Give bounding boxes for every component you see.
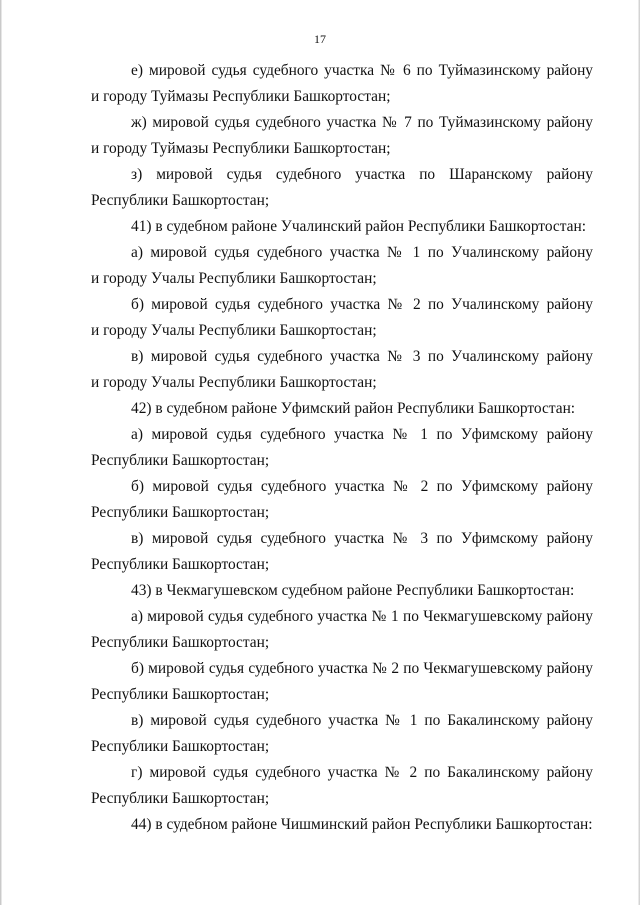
section-heading: [91, 578, 593, 604]
paragraph-first-line: а) мировой судья судебного участка № 1 по Чекмагушевскому району: [131, 608, 593, 625]
paragraph-first-line: в) мировой судья судебного участка № 3 по Уфимскому району: [131, 530, 593, 547]
paragraph-continuation-line: Республики Башкортостан;: [91, 192, 270, 209]
paragraph-continuation-line: Республики Башкортостан;: [91, 634, 270, 651]
paragraph-first-line: а) мировой судья судебного участка № 1 по Уфимскому району: [131, 426, 593, 443]
section-heading: [91, 812, 593, 838]
paragraph-continuation-line: Республики Башкортостан;: [91, 790, 270, 807]
paragraph-first-line: б) мировой судья судебного участка № 2 по Уфимскому району: [131, 478, 593, 495]
paragraph-first-line: ж) мировой судья судебного участка № 7 по Туймазинскому району: [131, 114, 593, 131]
paragraph-first-line: г) мировой судья судебного участка № 2 по Бакалинскому району: [131, 764, 593, 781]
paragraph-continuation-line: Республики Башкортостан;: [91, 686, 270, 703]
paragraph-continuation-line: Республики Башкортостан;: [91, 452, 270, 469]
paragraph-first-line: б) мировой судья судебного участка № 2 по Учалинскому району: [131, 296, 593, 313]
list-item: [91, 760, 593, 812]
paragraph-continuation-line: и городу Туймазы Республики Башкортостан;: [91, 140, 391, 157]
scan-edge-left: [0, 0, 2, 905]
list-item: [91, 708, 593, 760]
paragraph-continuation-line: Республики Башкортостан;: [91, 738, 270, 755]
list-item: [91, 292, 593, 344]
page-number: 17: [314, 32, 326, 46]
paragraph-first-line: з) мировой судья судебного участка по Шаранскому району: [131, 166, 593, 183]
list-item: [91, 474, 593, 526]
paragraph-continuation-line: и городу Учалы Республики Башкортостан;: [91, 270, 377, 287]
list-item: [91, 162, 593, 214]
paragraph-first-line: 44) в судебном районе Чишминский район Республики Башкортостан:: [131, 816, 593, 833]
list-item: [91, 422, 593, 474]
paragraph-continuation-line: и городу Учалы Республики Башкортостан;: [91, 322, 377, 339]
list-item: [91, 240, 593, 292]
paragraph-first-line: а) мировой судья судебного участка № 1 по Учалинскому району: [131, 244, 593, 261]
list-item: [91, 344, 593, 396]
list-item: [91, 58, 593, 110]
paragraph-first-line: 43) в Чекмагушевском судебном районе Республики Башкортостан:: [131, 582, 575, 599]
paragraph-first-line: в) мировой судья судебного участка № 1 по Бакалинскому району: [131, 712, 593, 729]
document-body: [91, 58, 593, 838]
list-item: [91, 604, 593, 656]
paragraph-first-line: 41) в судебном районе Учалинский район Республики Башкортостан:: [131, 218, 586, 235]
list-item: [91, 526, 593, 578]
list-item: [91, 110, 593, 162]
paragraph-continuation-line: Республики Башкортостан;: [91, 556, 270, 573]
paragraph-continuation-line: и городу Учалы Республики Башкортостан;: [91, 374, 377, 391]
paragraph-first-line: 42) в судебном районе Уфимский район Республики Башкортостан:: [131, 400, 576, 417]
paragraph-continuation-line: Республики Башкортостан;: [91, 504, 270, 521]
section-heading: [91, 214, 593, 240]
paragraph-first-line: в) мировой судья судебного участка № 3 по Учалинскому району: [131, 348, 593, 365]
section-heading: [91, 396, 593, 422]
paragraph-continuation-line: и городу Туймазы Республики Башкортостан;: [91, 88, 391, 105]
paragraph-first-line: е) мировой судья судебного участка № 6 по Туймазинскому району: [131, 62, 593, 79]
paragraph-first-line: б) мировой судья судебного участка № 2 по Чекмагушевскому району: [131, 660, 593, 677]
list-item: [91, 656, 593, 708]
